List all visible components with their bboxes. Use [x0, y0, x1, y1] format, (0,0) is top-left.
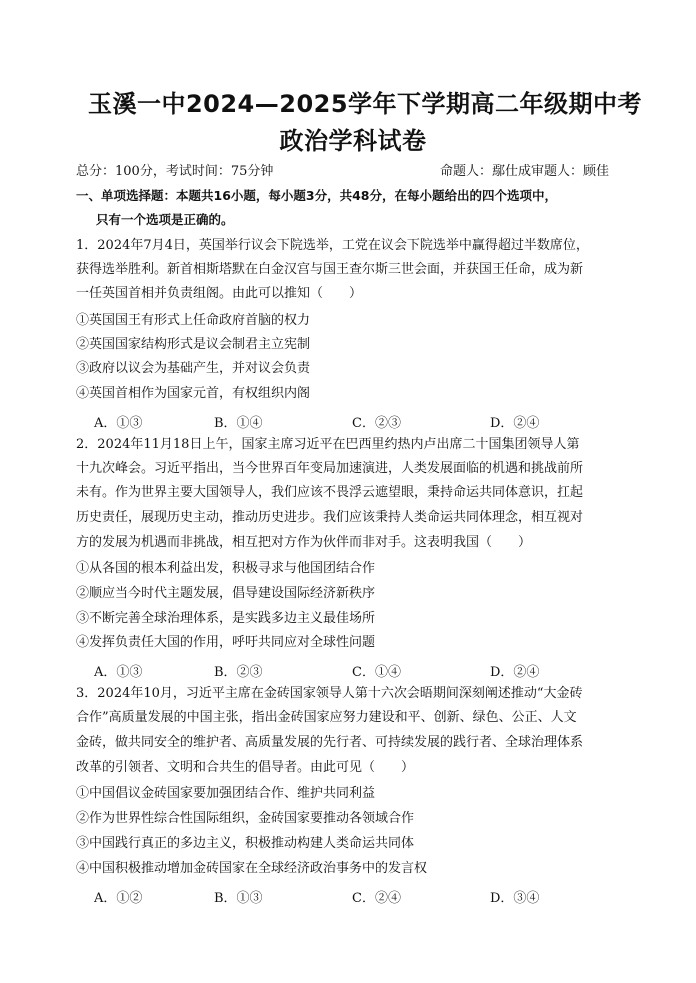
reviewer: 审题人：顾佳 [531, 164, 610, 179]
question-text-line: 改革的引领者、文明和合共生的倡导者。由此可见（ ） [76, 760, 415, 775]
option-a: A．①② [94, 891, 143, 906]
statement: ④英国首相作为国家元首，有权组织内阁 [76, 386, 311, 401]
option-c: C．②④ [352, 891, 401, 906]
statement: ②顺应当今时代主题发展，倡导建设国际经济新秩序 [76, 586, 376, 601]
option-a: A．①③ [94, 665, 143, 680]
statement: ③不断完善全球治理体系，是实践多边主义最佳场所 [76, 611, 376, 626]
statement: ①从各国的根本利益出发，积极寻求与他国团结合作 [76, 561, 376, 576]
setter: 命题人：鄢仕成 [440, 164, 532, 179]
option-d: D．②④ [490, 665, 540, 680]
exam-title-line2: 政治学科试卷 [279, 127, 427, 155]
section-heading: 一、单项选择题：本题共16小题，每小题3分，共48分，在每小题给出的四个选项中， [76, 188, 557, 203]
exam-meta [76, 164, 273, 180]
option-b: B．①③ [214, 891, 263, 906]
statement: ④发挥负责任大国的作用，呼吁共同应对全球性问题 [76, 635, 376, 650]
statement: ②作为世界性综合性国际组织，金砖国家要推动各领域合作 [76, 811, 415, 826]
question-text-line: 未有。作为世界主要大国领导人，我们应该不畏浮云遮望眼，秉持命运共同体意识，扛起 [76, 485, 584, 500]
question-text-line: 十九次峰会。习近平指出，当今世界百年变局加速演进，人类发展面临的机遇和挑战前所 [76, 461, 584, 476]
statement: ④中国积极推动增加金砖国家在全球经济政治事务中的发言权 [76, 861, 428, 876]
question-text-line: 获得选举胜利。新首相斯塔默在白金汉宫与国王查尔斯三世会面，并获国王任命，成为新 [76, 262, 584, 277]
statement: ①英国国王有形式上任命政府首脑的权力 [76, 313, 311, 328]
section-heading-cont: 只有一个选项是正确的。 [96, 212, 234, 227]
option-d: D．②④ [490, 416, 540, 431]
question-text-line: 历史责任，展现历史主动，推动历史进步。我们应该秉持人类命运共同体理念，相互视对 [76, 510, 584, 525]
statement: ③中国践行真正的多边主义，积极推动构建人类命运共同体 [76, 836, 415, 851]
score-time: 总分：100分，考试时间：75分钟 [76, 164, 274, 179]
question-text-line: 方的发展为机遇而非挑战，相互把对方作为伙伴而非对手。这表明我国（ ） [76, 535, 532, 550]
exam-title-line1: 玉溪一中2024—2025学年下学期高二年级期中考 [87, 90, 643, 118]
option-d: D．③④ [490, 891, 540, 906]
question-text-line: 合作”高质量发展的中国主张，指出金砖国家应努力建设和平、创新、绿色、公正、人文 [76, 710, 577, 725]
question-text-line: 金砖，做共同安全的维护者、高质量发展的先行者、可持续发展的践行者、全球治理体系 [76, 735, 584, 750]
option-c: C．①④ [352, 665, 401, 680]
statement: ②英国国家结构形式是议会制君主立宪制 [76, 337, 311, 352]
option-a: A．①③ [94, 416, 143, 431]
statement: ①中国倡议金砖国家要加强团结合作、维护共同利益 [76, 786, 376, 801]
option-c: C．②③ [352, 416, 401, 431]
statement: ③政府以议会为基础产生，并对议会负责 [76, 361, 311, 376]
question-text-line: 1．2024年7月4日，英国举行议会下院选举，工党在议会下院选举中赢得超过半数席位， [76, 238, 589, 253]
question-text-line: 3．2024年10月，习近平主席在金砖国家领导人第十六次会晤期间深刻阐述推动“大金砖 [76, 686, 583, 701]
option-b: B．①④ [214, 416, 263, 431]
option-b: B．②③ [214, 665, 263, 680]
question-text-line: 一任英国首相并负责组阁。由此可以推知（ ） [76, 286, 363, 301]
question-text-line: 2．2024年11月18日上午，国家主席习近平在巴西里约热内卢出席二十国集团领导人第 [76, 437, 580, 452]
